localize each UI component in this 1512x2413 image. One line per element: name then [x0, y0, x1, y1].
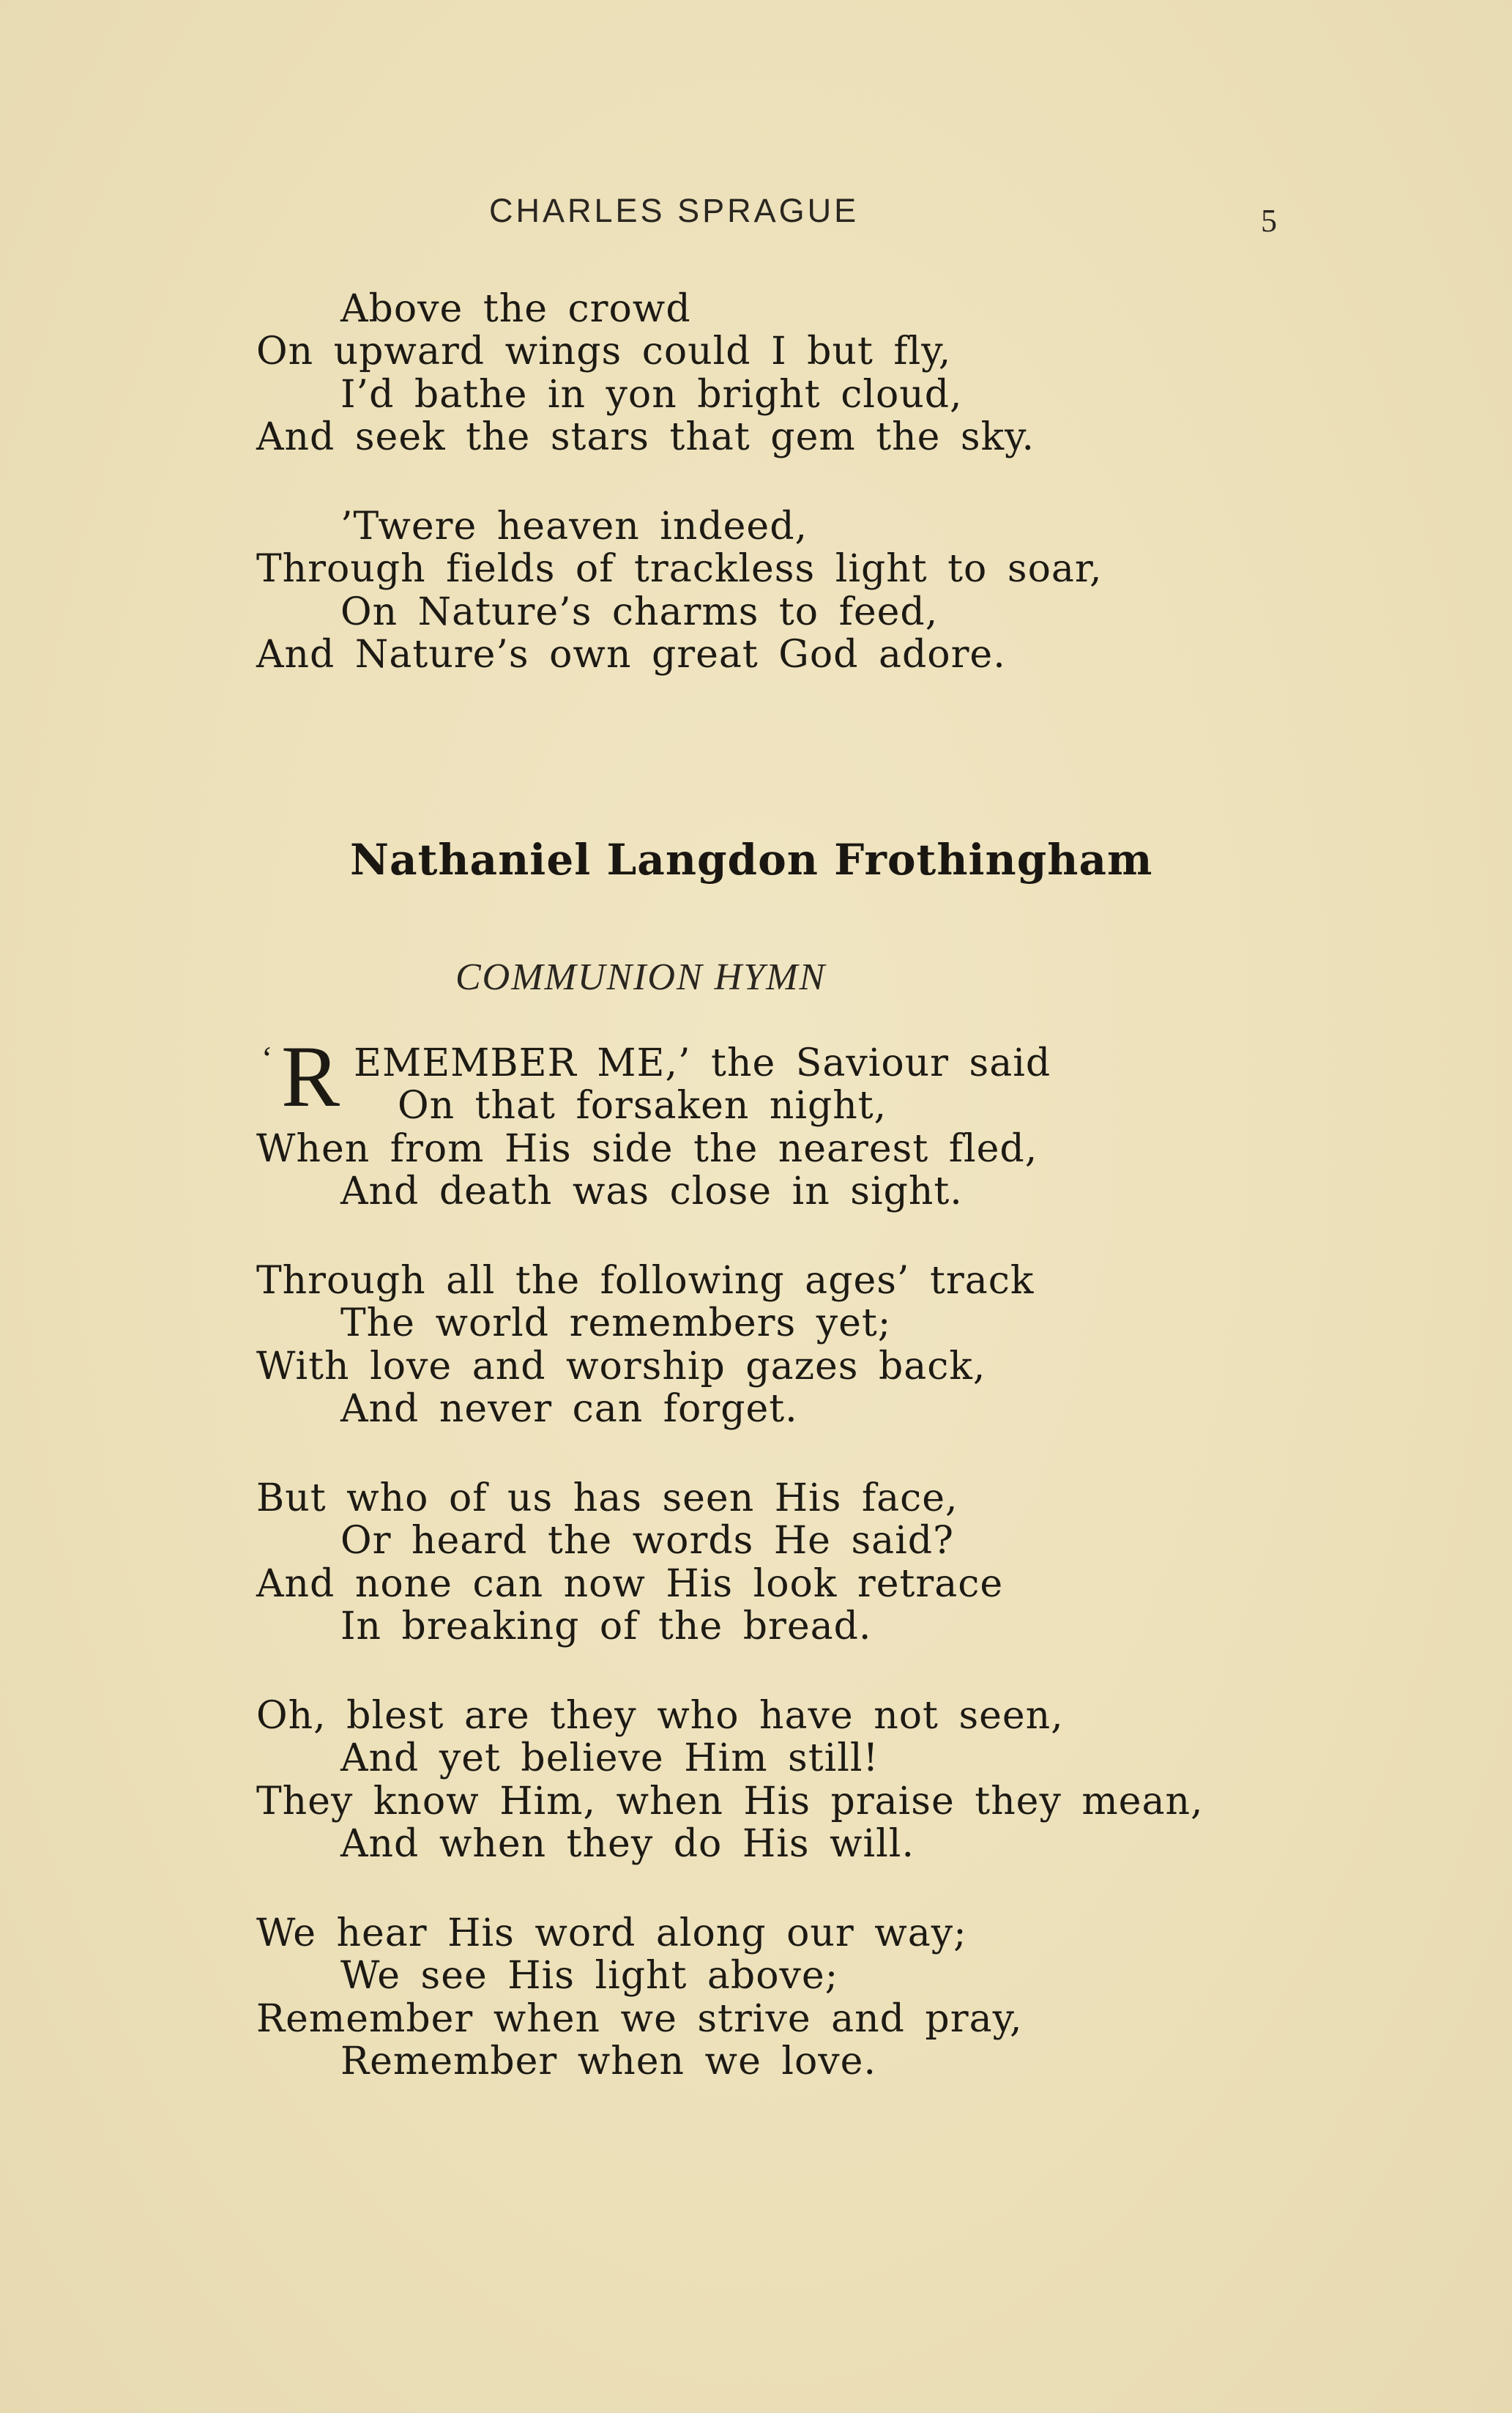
author-heading: Nathaniel Langdon Frothingham: [350, 835, 1153, 885]
poem-line: On that forsaken night,: [398, 1084, 887, 1128]
poem-line: We see His light above;: [340, 1954, 839, 1998]
poem-line: On Nature’s charms to feed,: [340, 590, 939, 634]
poem-line: And yet believe Him still!: [340, 1736, 879, 1780]
drop-cap: R: [281, 1027, 340, 1125]
poem-line: Oh, blest are they who have not seen,: [256, 1694, 1064, 1738]
poem-line: Remember when we strive and pray,: [256, 1997, 1023, 2041]
poem-line: When from His side the nearest fled,: [256, 1127, 1038, 1171]
poem-line: And never can forget.: [340, 1387, 798, 1431]
poem-line: Or heard the words He said?: [340, 1519, 954, 1563]
poem-line: With love and worship gazes back,: [256, 1345, 986, 1388]
page-number: 5: [1261, 203, 1277, 239]
opening-quote: ‘: [261, 1039, 273, 1077]
poem-line: In breaking of the bread.: [340, 1605, 872, 1648]
poem-line: We hear His word along our way;: [256, 1911, 967, 1955]
poem-line: And when they do His will.: [340, 1822, 915, 1866]
poem-line: Above the crowd: [340, 287, 691, 331]
running-head: CHARLES SPRAGUE: [489, 192, 860, 229]
poem-line: EMEMBER ME,’ the Saviour said: [354, 1041, 1051, 1085]
poem-title: COMMUNION HYMN: [455, 956, 827, 998]
poem-line: The world remembers yet;: [340, 1301, 892, 1345]
poem-line: I’d bathe in yon bright cloud,: [340, 373, 963, 417]
poem-line: They know Him, when His praise they mean,: [256, 1780, 1204, 1823]
poem-line: Through fields of trackless light to soar,: [256, 547, 1103, 591]
poem-line: But who of us has seen His face,: [256, 1476, 958, 1520]
poem-line: And none can now His look retrace: [256, 1562, 1004, 1606]
poem-line: And seek the stars that gem the sky.: [256, 415, 1035, 459]
poem-line: And Nature’s own great God adore.: [256, 633, 1006, 677]
poem-line: Through all the following ages’ track: [256, 1259, 1035, 1303]
poem-line: Remember when we love.: [340, 2040, 876, 2083]
poem-line: And death was close in sight.: [340, 1170, 963, 1213]
poem-line: On upward wings could I but fly,: [256, 330, 952, 373]
poem-line: ’Twere heaven indeed,: [340, 505, 808, 549]
